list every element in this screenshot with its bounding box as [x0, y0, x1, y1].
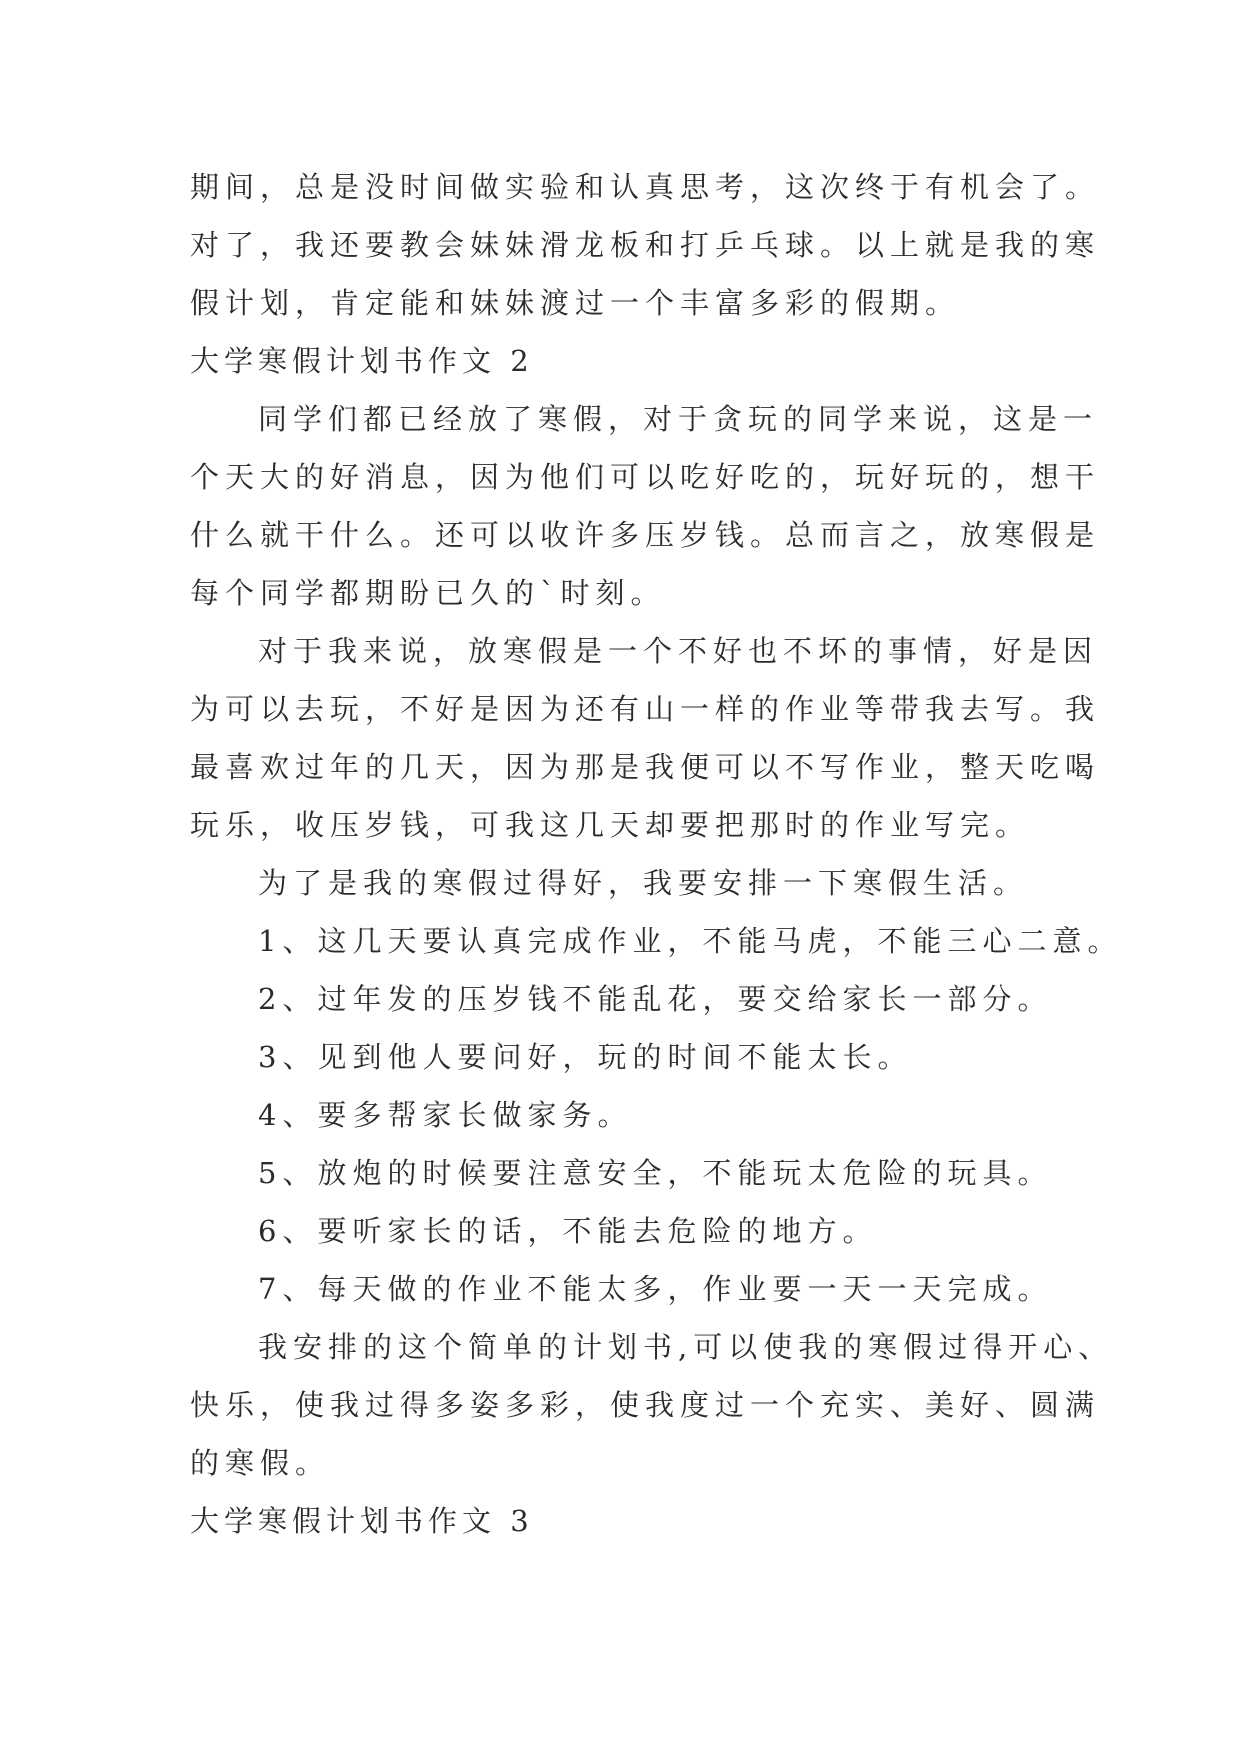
closing-paragraph [190, 1318, 1114, 1492]
paragraph-3: 为了是我的寒假过得好，我要安排一下寒假生活。 [258, 866, 1029, 900]
list-item: 5、放炮的时候要注意安全，不能玩太危险的玩具。 [258, 1156, 1053, 1190]
list-item: 1、这几天要认真完成作业，不能马虎，不能三心二意。 [258, 924, 1123, 958]
text-line: 期间，总是没时间做实验和认真思考，这次终于有机会了。 [190, 170, 1101, 204]
text-line: 我安排的这个简单的计划书,可以使我的寒假过得开心、 [258, 1330, 1114, 1364]
section-heading-3: 大学寒假计划书作文 3 [190, 1504, 534, 1538]
intro-paragraph [190, 158, 1101, 332]
text-line: 快乐，使我过得多姿多彩，使我度过一个充实、美好、圆满 [190, 1388, 1101, 1422]
list-item: 7、每天做的作业不能太多，作业要一天一天完成。 [258, 1272, 1053, 1306]
text-line: 玩乐，收压岁钱，可我这几天却要把那时的作业写完。 [190, 808, 1031, 842]
text-line: 什么就干什么。还可以收许多压岁钱。总而言之，放寒假是 [190, 518, 1101, 552]
list-item: 6、要听家长的话，不能去危险的地方。 [258, 1214, 878, 1248]
text-line: 为可以去玩，不好是因为还有山一样的作业等带我去写。我 [190, 692, 1101, 726]
text-line: 每个同学都期盼已久的`时刻。 [190, 576, 666, 610]
text-line: 假计划，肯定能和妹妹渡过一个丰富多彩的假期。 [190, 286, 961, 320]
paragraph-2 [190, 622, 1101, 854]
text-line: 的寒假。 [190, 1446, 331, 1480]
list-item: 3、见到他人要问好，玩的时间不能太长。 [258, 1040, 913, 1074]
paragraph-1 [190, 390, 1101, 622]
list-item: 2、过年发的压岁钱不能乱花，要交给家长一部分。 [258, 982, 1053, 1016]
document-body [190, 158, 1123, 1550]
text-line: 对于我来说，放寒假是一个不好也不坏的事情，好是因 [258, 634, 1099, 668]
text-line: 个天大的好消息，因为他们可以吃好吃的，玩好玩的，想干 [190, 460, 1101, 494]
text-line: 最喜欢过年的几天，因为那是我便可以不写作业，整天吃喝 [190, 750, 1101, 784]
text-line: 同学们都已经放了寒假，对于贪玩的同学来说，这是一 [258, 402, 1099, 436]
text-line: 对了，我还要教会妹妹滑龙板和打乒乓球。以上就是我的寒 [190, 228, 1101, 262]
section-heading-2: 大学寒假计划书作文 2 [190, 344, 534, 378]
list-item: 4、要多帮家长做家务。 [258, 1098, 633, 1132]
plan-list [190, 912, 1123, 1318]
